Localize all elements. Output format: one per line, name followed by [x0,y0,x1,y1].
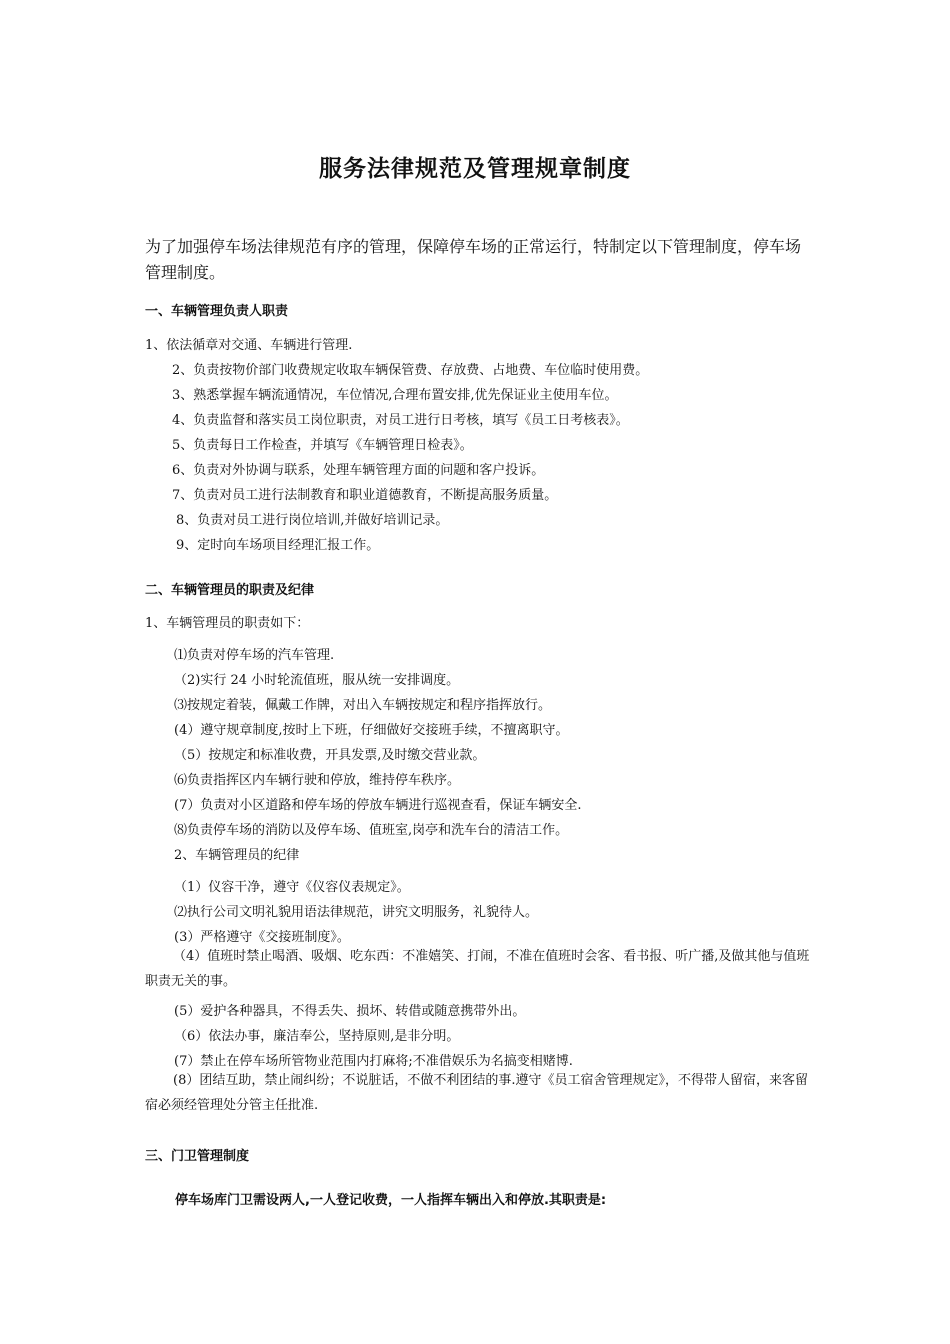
section1-item: 5、负责每日工作检查，并填写《车辆管理日检表》。 [172,438,473,453]
discipline-item: （6）依法办事，廉洁奉公，坚持原则,是非分明。 [174,1029,460,1044]
section1-item: 4、负责监督和落实员工岗位职责，对员工进行日考核，填写《员工日考核表》。 [172,413,629,428]
discipline-item: （1）仪容干净，遵守《仪容仪表规定》。 [174,880,410,895]
duty-item: ⑶按规定着装，佩戴工作牌，对出入车辆按规定和程序指挥放行。 [174,698,552,713]
section1-item: 7、负责对员工进行法制教育和职业道德教育，不断提高服务质量。 [172,488,558,503]
duty-item: （5）按规定和标准收费，开具发票,及时缴交营业款。 [174,748,486,763]
discipline-item: (3）严格遵守《交接班制度》。 [174,930,350,945]
section1-item: 6、负责对外协调与联系，处理车辆管理方面的问题和客户投诉。 [172,463,545,478]
section3-text: 停车场库门卫需设两人,一人登记收费，一人指挥车辆出入和停放.其职责是: [175,1193,607,1208]
section2-heading: 二、车辆管理员的职责及纪律 [145,583,315,598]
duties-title: 1、车辆管理员的职责如下： [145,616,310,631]
duty-item: ⑻负责停车场的消防以及停车场、值班室,岗亭和洗车台的清洁工作。 [174,823,569,838]
discipline-item: ⑵执行公司文明礼貌用语法律规范，讲究文明服务，礼貌待人。 [174,905,539,920]
discipline-title: 2、车辆管理员的纪律 [174,848,300,863]
section1-item: 1、依法循章对交通、车辆进行管理. [145,338,353,353]
section1-heading: 一、车辆管理负责人职责 [145,304,289,319]
discipline-item: (5）爱护各种器具，不得丢失、损坏、转借或随意携带外出。 [174,1004,526,1019]
duty-item: (4）遵守规章制度,按时上下班，仔细做好交接班手续，不擅离职守。 [174,723,569,738]
discipline-item: (7）禁止在停车场所管物业范围内打麻将;不准借娱乐为名搞变相赌博. [174,1054,573,1069]
duty-item: （2)实行 24 小时轮流值班，服从统一安排调度。 [174,673,460,688]
section1-item: 3、熟悉掌握车辆流通情况，车位情况,合理布置安排,优先保证业主使用车位。 [172,388,618,403]
section1-item: 8、负责对员工进行岗位培训,并做好培训记录。 [176,513,449,528]
discipline-item: （4）值班时禁止喝酒、吸烟、吃东西：不准嬉笑、打闹，不准在值班时会客、看书报、听广播,及做其他与值班职责无关的事。 [145,949,810,989]
section3-heading: 三、门卫管理制度 [145,1149,250,1164]
section1-item: 2、负责按物价部门收费规定收取车辆保管费、存放费、占地费、车位临时使用费。 [172,363,649,378]
section1-item: 9、定时向车场项目经理汇报工作。 [176,538,380,553]
duty-item: (7）负责对小区道路和停车场的停放车辆进行巡视查看，保证车辆安全. [174,798,582,813]
duty-item: ⑹负责指挥区内车辆行驶和停放，维持停车秩序。 [174,773,461,788]
duty-item: ⑴负责对停车场的汽车管理. [174,648,335,663]
intro-paragraph: 为了加强停车场法律规范有序的管理，保障停车场的正常运行，特制定以下管理制度，停车场管理制度。 [145,237,802,282]
discipline-item: (8）团结互助，禁止闹纠纷；不说脏话，不做不利团结的事.遵守《员工宿舍管理规定》，不得带人留宿，来客留宿必须经管理处分管主任批准. [145,1073,808,1113]
document-title: 服务法律规范及管理规章制度 [319,156,631,182]
